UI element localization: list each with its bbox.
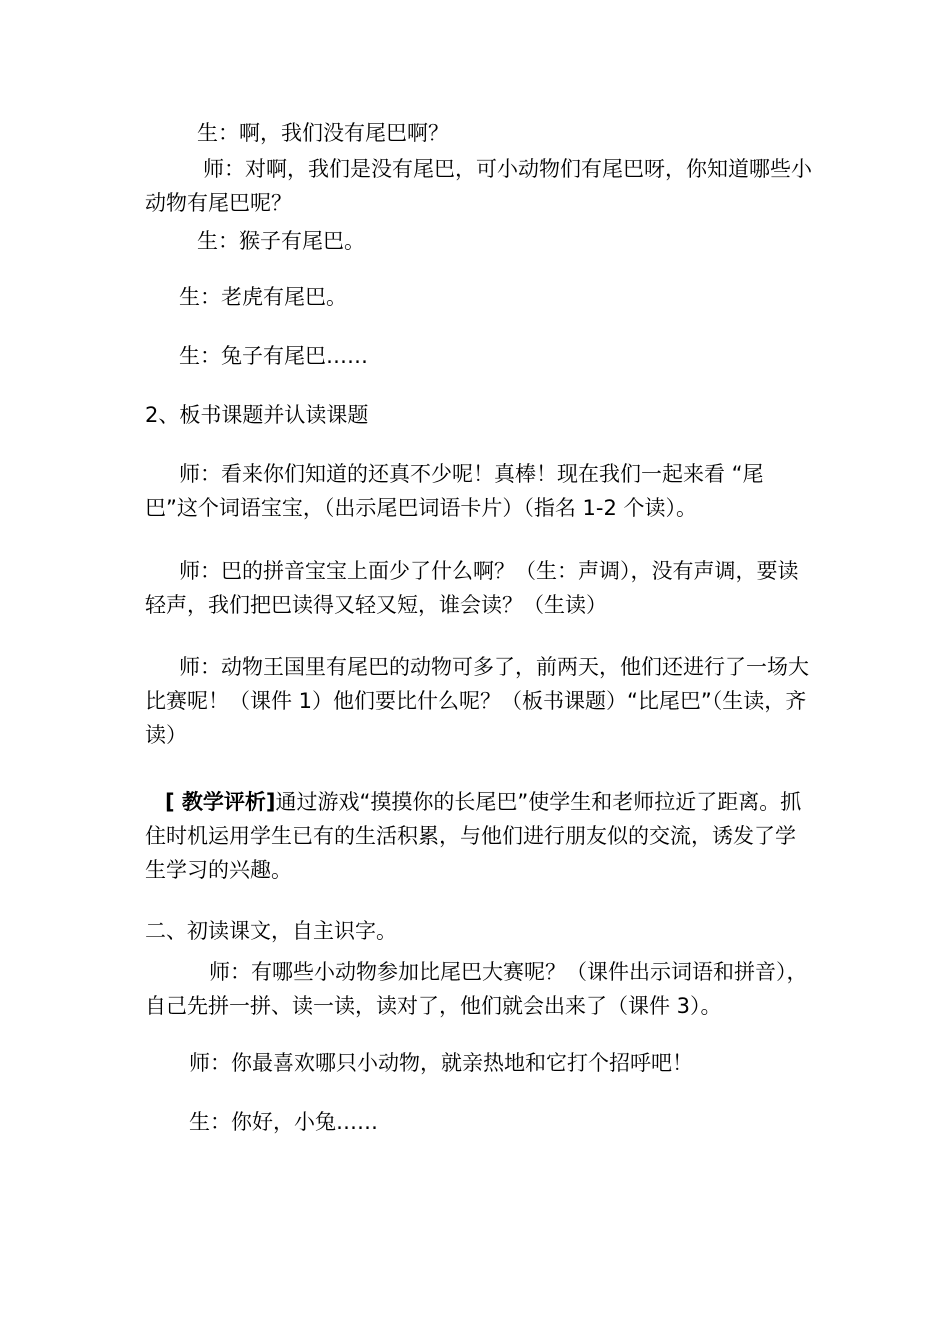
teaching-review — [145, 785, 815, 887]
paragraph-5: 生：兔子有尾巴…… — [179, 344, 368, 368]
paragraph-13: 师：你最喜欢哪只小动物，就亲热地和它打个招呼吧！ — [189, 1051, 693, 1075]
paragraph-8: 师：巴的拼音宝宝上面少了什么啊？（生：声调），没有声调，要读轻声，我们把巴读得又轻又短，谁会读？（生读） — [145, 559, 799, 617]
paragraph-14: 生：你好，小兔…… — [189, 1110, 378, 1134]
section-heading-2: 2、板书课题并认读课题 — [145, 403, 369, 427]
paragraph-7: 师：看来你们知道的还真不少呢！真棒！现在我们一起来看 “尾巴”这个词语宝宝，（出示尾巴词语卡片）（指名 1-2 个读）。 — [145, 462, 764, 520]
teaching-review-label: [ 教学评析] — [165, 790, 276, 814]
paragraph-2: 师：对啊，我们是没有尾巴，可小动物们有尾巴呀，你知道哪些小动物有尾巴呢？ — [145, 157, 812, 215]
paragraph-12: 师：有哪些小动物参加比尾巴大赛呢？（课件出示词语和拼音），自己先拼一拼、读一读，读对了，他们就会出来了（课件 3）。 — [145, 960, 808, 1018]
paragraph-1: 生：啊，我们没有尾巴啊？ — [197, 121, 449, 145]
paragraph-3: 生：猴子有尾巴。 — [197, 229, 365, 253]
paragraph-4: 生：老虎有尾巴。 — [179, 285, 347, 309]
paragraph-9: 师：动物王国里有尾巴的动物可多了，前两天，他们还进行了一场大比赛呢！（课件 1）他们要比什么呢？（板书课题）“比尾巴”（生读，齐读） — [145, 655, 809, 747]
section-heading-two: 二、初读课文，自主识字。 — [145, 919, 397, 943]
teaching-review-body: 通过游戏“摸摸你的长尾巴”使学生和老师拉近了距离。抓住时机运用学生已有的生活积累，与他们进行朋友似的交流，诱发了学生学习的兴趣。 — [145, 790, 802, 882]
